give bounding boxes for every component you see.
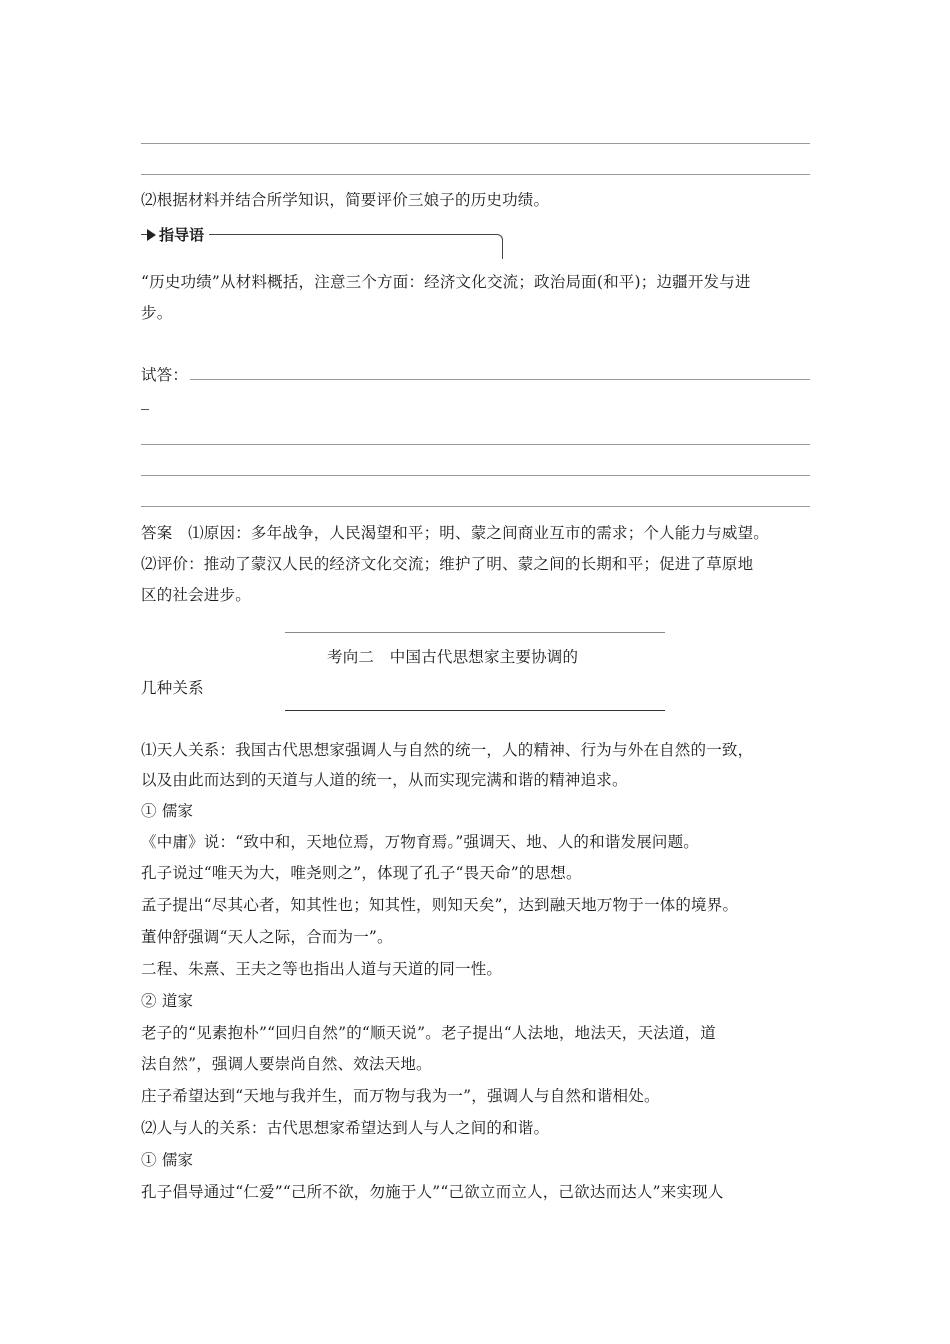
answer-text: 答案 ⑴原因：多年战争，人民渴望和平；明、蒙之间商业互市的需求；个人能力与威望。 [141, 524, 770, 542]
answer-line-stub [141, 409, 149, 410]
answer-text: 区的社会进步。 [141, 586, 251, 604]
body-line: ⑵人与人的关系：古代思想家希望达到人与人之间的和谐。 [141, 1119, 550, 1137]
body-line: ② 道家 [141, 992, 194, 1010]
guide-label [147, 225, 209, 245]
answer-line [141, 143, 810, 144]
guide-text: “历史功绩”从材料概括，注意三个方面：经济文化交流；政治局面(和平)；边疆开发与进 [141, 273, 751, 291]
answer-prompt: 试答： [141, 366, 189, 384]
answer-text: ⑵评价：推动了蒙汉人民的经济文化交流；维护了明、蒙之间的长期和平；促进了草原地 [141, 555, 754, 573]
answer-line [141, 174, 810, 175]
body-line: 法自然”，强调人要崇尚自然、效法天地。 [141, 1055, 432, 1073]
body-line: 《中庸》说：“致中和，天地位焉，万物育焉。”强调天、地、人的和谐发展问题。 [141, 833, 700, 851]
body-line: ① 儒家 [141, 802, 194, 820]
body-line: 董仲舒强调“天人之际，合而为一”。 [141, 928, 393, 946]
answer-input-line[interactable] [141, 506, 810, 507]
body-line: 孔子倡导通过“仁爱”“己所不欲，勿施于人”“己欲立而立人，己欲达而达人”来实现人 [141, 1183, 724, 1201]
triangle-arrow-icon [147, 229, 156, 241]
guide-text: 步。 [141, 304, 173, 322]
body-line: 庄子希望达到“天地与我并生，而万物与我为一”，强调人与自然和谐相处。 [141, 1087, 660, 1105]
answer-input-line[interactable] [141, 444, 810, 445]
body-line: 孟子提出“尽其心者，知其性也；知其性，则知天矣”，达到融天地万物于一体的境界。 [141, 896, 739, 914]
section-title-rule [285, 710, 665, 711]
body-line: 老子的“见素抱朴”“回归自然”的“顺天说”。老子提出“人法地，地法天，天法道，道 [141, 1024, 716, 1042]
answer-input-line[interactable] [141, 475, 810, 476]
guide-label-text: 指导语 [159, 226, 205, 244]
body-line: 二程、朱熹、王夫之等也指出人道与天道的同一性。 [141, 960, 503, 978]
body-line: ① 儒家 [141, 1151, 194, 1169]
body-line: 以及由此而达到的天道与人道的统一，从而实现完满和谐的精神追求。 [141, 771, 628, 789]
answer-input-line[interactable] [190, 379, 810, 380]
section-title: 几种关系 [141, 679, 204, 697]
section-title: 考向二 中国古代思想家主要协调的 [327, 648, 579, 666]
body-line: 孔子说过“唯天为大，唯尧则之”，体现了孔子“畏天命”的思想。 [141, 864, 582, 882]
question-2: ⑵根据材料并结合所学知识，简要评价三娘子的历史功绩。 [141, 191, 550, 209]
section-title-rule [285, 632, 665, 633]
body-line: ⑴天人关系：我国古代思想家强调人与自然的统一，人的精神、行为与外在自然的一致， [141, 741, 754, 759]
